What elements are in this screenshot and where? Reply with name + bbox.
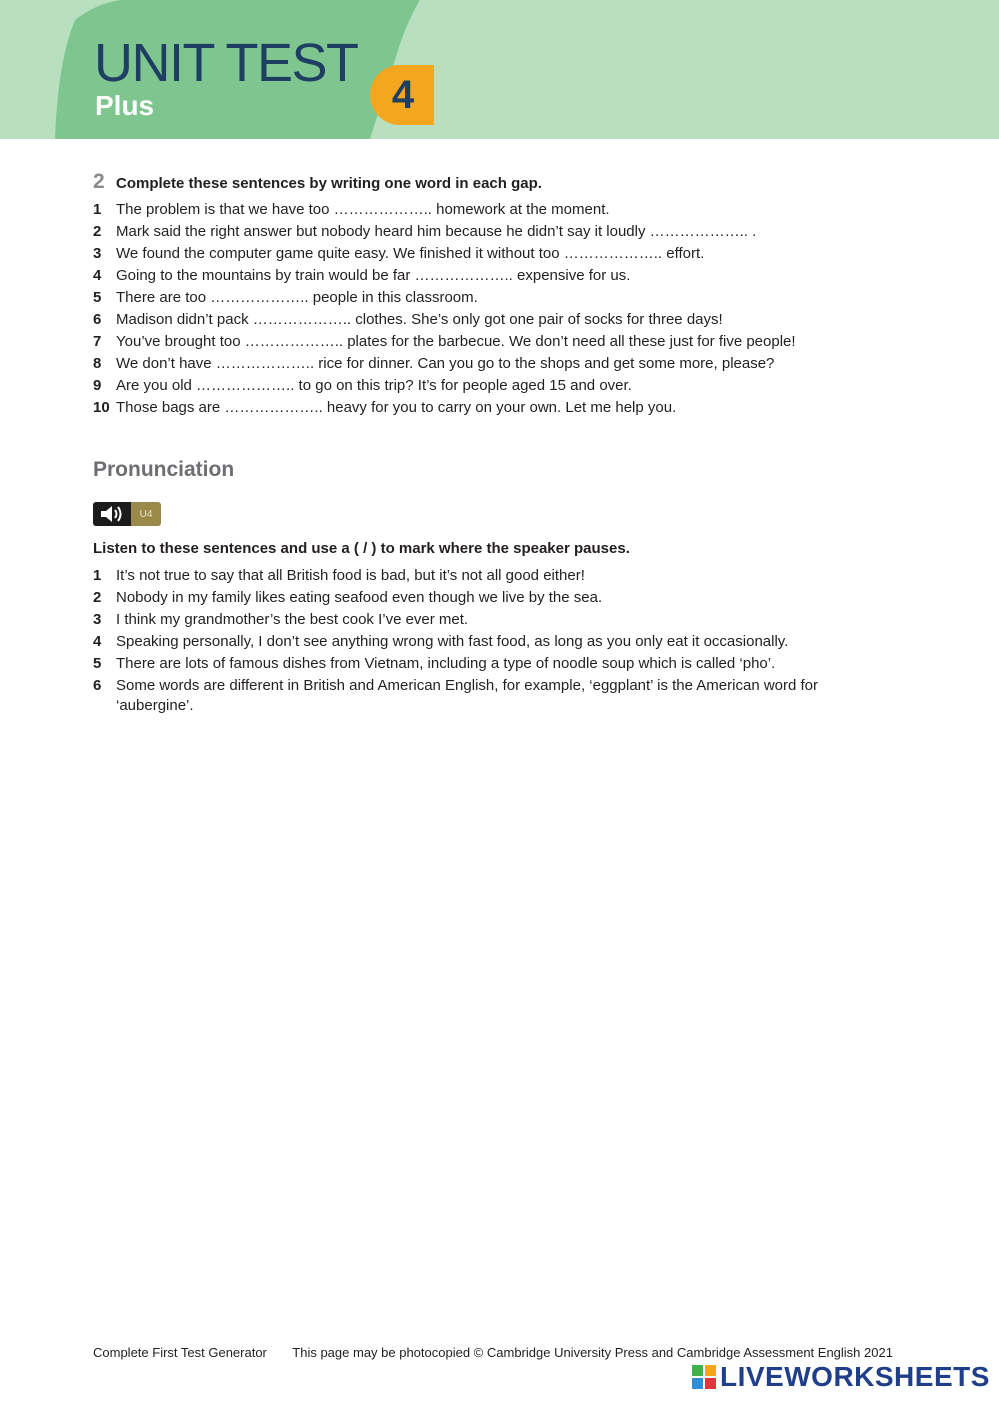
audio-player-button[interactable] <box>93 502 161 526</box>
item-number: 4 <box>93 267 102 284</box>
item-number: 9 <box>93 377 102 394</box>
item-number: 3 <box>93 611 102 628</box>
item-text: Those bags are ……………….. heavy for you to carry on your own. Let me help you. <box>116 399 677 416</box>
exercise-2 <box>93 170 853 420</box>
item-text: The problem is that we have too ……………….. homework at the moment. <box>116 201 610 218</box>
exercise-heading <box>93 170 853 194</box>
list-item <box>93 632 853 652</box>
item-text: Mark said the right answer but nobody heard him because he didn’t say it loudly ……………….. . <box>116 223 757 240</box>
list-item <box>93 310 853 330</box>
list-item <box>93 398 853 418</box>
item-text: I think my grandmother’s the best cook I’ve ever met. <box>116 611 469 628</box>
audio-track-label: U4 <box>131 502 161 526</box>
section-title: Pronunciation <box>93 458 235 481</box>
item-text: Madison didn’t pack ……………….. clothes. She’s only got one pair of socks for three days! <box>116 311 723 328</box>
footer <box>93 1345 915 1360</box>
item-text: You’ve brought too ……………….. plates for the barbecue. We don’t need all these just for five people! <box>116 333 796 350</box>
item-number: 5 <box>93 655 102 672</box>
item-text: Speaking personally, I don’t see anything wrong with fast food, as long as you only eat it occasionally. <box>116 633 789 650</box>
list-item <box>93 676 853 716</box>
list-item <box>93 376 853 396</box>
item-text: We don’t have ……………….. rice for dinner. Can you go to the shops and get some more, please? <box>116 355 775 372</box>
item-text: Going to the mountains by train would be far ……………….. expensive for us. <box>116 267 631 284</box>
exercise-instruction: Complete these sentences by writing one word in each gap. <box>116 175 542 192</box>
list-item <box>93 566 853 586</box>
item-number: 3 <box>93 245 102 262</box>
item-number: 1 <box>93 201 102 218</box>
pronunciation-instruction: Listen to these sentences and use a ( / ) to mark where the speaker pauses. <box>93 540 630 557</box>
list-item <box>93 222 853 242</box>
item-number: 1 <box>93 567 102 584</box>
list-item <box>93 266 853 286</box>
item-number: 2 <box>93 589 102 606</box>
item-text: It’s not true to say that all British food is bad, but it’s not all good either! <box>116 567 585 584</box>
item-number: 2 <box>93 223 102 240</box>
exercise-number: 2 <box>93 170 105 193</box>
footer-product: Complete First Test Generator <box>93 1345 267 1360</box>
brand-name: LIVEWORKSHEETS <box>720 1361 990 1392</box>
liveworksheets-brand[interactable] <box>691 1362 990 1392</box>
item-number: 4 <box>93 633 102 650</box>
item-text: There are too ……………….. people in this classroom. <box>116 289 478 306</box>
item-text: There are lots of famous dishes from Vietnam, including a type of noodle soup which is called ‘pho’. <box>116 655 776 672</box>
item-number: 6 <box>93 311 102 328</box>
list-item <box>93 288 853 308</box>
item-number: 6 <box>93 677 102 694</box>
liveworksheets-logo-icon <box>691 1364 717 1390</box>
item-number: 5 <box>93 289 102 306</box>
list-item <box>93 610 853 630</box>
item-text: Some words are different in British and American English, for example, ‘eggplant’ is the American word for ‘aubergine’. <box>116 677 819 714</box>
item-text: Nobody in my family likes eating seafood even though we live by the sea. <box>116 589 603 606</box>
speaker-icon <box>93 502 131 526</box>
unit-number-badge: 4 <box>370 65 434 125</box>
pronunciation-section <box>93 458 853 718</box>
item-text: Are you old ……………….. to go on this trip? It’s for people aged 15 and over. <box>116 377 632 394</box>
page-title: UNIT TEST <box>94 33 358 93</box>
list-item <box>93 200 853 220</box>
list-item <box>93 354 853 374</box>
list-item <box>93 332 853 352</box>
pronunciation-list <box>93 566 853 716</box>
exercise-2-list <box>93 200 853 418</box>
item-number: 10 <box>93 399 110 416</box>
item-text: We found the computer game quite easy. We finished it without too ……………….. effort. <box>116 245 705 262</box>
page-subtitle: Plus <box>95 90 155 121</box>
list-item <box>93 654 853 674</box>
item-number: 7 <box>93 333 102 350</box>
item-number: 8 <box>93 355 102 372</box>
footer-copyright: This page may be photocopied © Cambridge University Press and Cambridge Assessment English 2021 <box>292 1345 893 1360</box>
list-item <box>93 244 853 264</box>
list-item <box>93 588 853 608</box>
